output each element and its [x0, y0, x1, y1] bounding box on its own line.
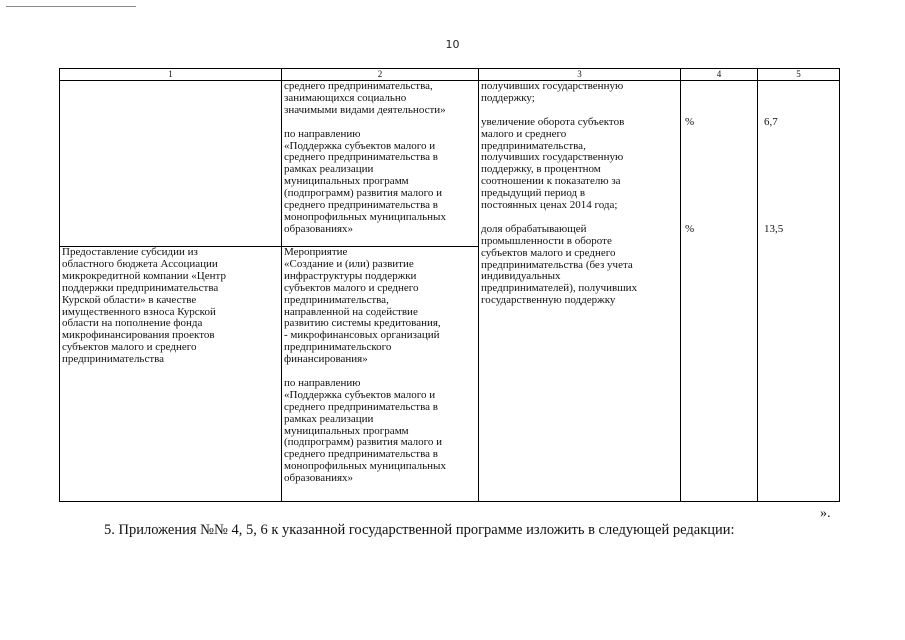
row2-col2-cell [282, 247, 479, 502]
text-line: среднего предпринимательства в [284, 199, 438, 212]
text-line: среднего предпринимательства в [284, 448, 438, 461]
text-line: «Поддержка субъектов малого и [284, 139, 436, 152]
text-line: по направлению [284, 127, 361, 140]
text-line: - микрофинансовых организаций [284, 329, 440, 342]
text-line: значимыми видами деятельности» [284, 103, 446, 116]
text-line: субъектов малого и среднего [284, 281, 419, 294]
text-line [284, 117, 476, 129]
text-line: доля обрабатывающей [481, 222, 587, 235]
unit-2: % [685, 222, 695, 235]
text-line: области на пополнение фонда [62, 317, 203, 330]
text-line: «Поддержка субъектов малого и [284, 388, 436, 401]
text-line: среднего предпринимательства в [284, 400, 438, 413]
text-line: образованиях» [284, 472, 354, 485]
text-line: соотношении к показателю за [481, 175, 621, 188]
indicators-text [481, 81, 678, 307]
text-line: предпринимательства, [284, 293, 389, 306]
text-line: постоянных ценах 2014 года; [481, 199, 618, 212]
closing-quote-mark: ». [820, 506, 831, 521]
text-line: муниципальных программ [284, 424, 409, 437]
text-line: Мероприятие [284, 246, 348, 258]
text-line [481, 105, 678, 117]
text-line: поддержку, в процентном [481, 163, 601, 176]
program-table [59, 68, 840, 502]
amendment-paragraph: 5. Приложения №№ 4, 5, 6 к указанной государственной программе изложить в следующей редакции: [104, 522, 735, 538]
header-col-3: 3 [479, 69, 681, 81]
table-row [60, 81, 840, 247]
text-line: предпринимателей), получивших [481, 282, 638, 295]
text-line: рамках реализации [284, 412, 374, 425]
header-col-2: 2 [282, 69, 479, 81]
text-line: малого и среднего [481, 127, 567, 140]
top-scan-line [6, 6, 136, 7]
header-col-5: 5 [758, 69, 840, 81]
text-line: промышленности в обороте [481, 234, 612, 247]
text-line: государственную поддержку [481, 294, 616, 307]
text-line: «Создание и (или) развитие [284, 257, 414, 270]
header-col-4: 4 [681, 69, 758, 81]
text-line: субъектов малого и среднего [481, 246, 616, 259]
unit-cell [681, 81, 758, 502]
text-line: Предоставление субсидии из [62, 246, 198, 258]
unit-1: % [685, 115, 695, 128]
row1-col1-cell [60, 81, 282, 247]
text-line: предпринимательского [284, 341, 392, 354]
text-line: получивших государственную [481, 151, 624, 164]
text-line: имущественного взноса Курской [62, 305, 216, 318]
text-line: среднего предпринимательства в [284, 151, 438, 164]
text-line: микрокредитной компании «Центр [62, 269, 226, 282]
text-line: по направлению [284, 376, 361, 389]
text-line: областного бюджета Ассоциации [62, 257, 218, 270]
value-1: 6,7 [764, 115, 778, 128]
value-cell [758, 81, 840, 502]
text-line: (подпрограмм) развития малого и [284, 187, 442, 200]
row1-col2-cell [282, 81, 479, 247]
text-line: поддержку; [481, 91, 535, 104]
row2-col1-cell [60, 247, 282, 502]
text-line: субъектов малого и среднего [62, 341, 197, 354]
text-line: предпринимательства, [481, 139, 586, 152]
row2-activity-text [284, 247, 476, 485]
text-line: среднего предпринимательства, [284, 80, 433, 92]
text-line: монопрофильных муниципальных [284, 460, 446, 473]
text-line: муниципальных программ [284, 175, 409, 188]
text-line: инфраструктуры поддержки [284, 269, 417, 282]
text-line: предыдущий период в [481, 187, 586, 200]
measure-description [62, 247, 279, 366]
text-line: предпринимательства (без учета [481, 258, 633, 271]
text-line: поддержки предпринимательства [62, 281, 219, 294]
row1-activity-text [284, 81, 476, 236]
text-line: монопрофильных муниципальных [284, 210, 446, 223]
text-line: развитию системы кредитования, [284, 317, 441, 330]
row1-col3-cell [479, 81, 681, 502]
text-line: финансирования» [284, 353, 368, 366]
text-line: предпринимательства [62, 353, 165, 366]
text-line: (подпрограмм) развития малого и [284, 436, 442, 449]
header-col-1: 1 [60, 69, 282, 81]
text-line: индивидуальных [481, 270, 561, 283]
text-line: занимающихся социально [284, 91, 407, 104]
text-line: микрофинансирования проектов [62, 329, 215, 342]
value-2: 13,5 [764, 222, 784, 235]
text-line: образованиях» [284, 222, 354, 235]
text-line: получивших государственную [481, 80, 624, 92]
table-header-row [60, 69, 840, 81]
text-line: направленной на содействие [284, 305, 418, 318]
text-line: рамках реализации [284, 163, 374, 176]
text-line: увеличение оборота субъектов [481, 115, 625, 128]
page-number: 10 [445, 38, 460, 51]
text-line: Курской области» в качестве [62, 293, 197, 306]
